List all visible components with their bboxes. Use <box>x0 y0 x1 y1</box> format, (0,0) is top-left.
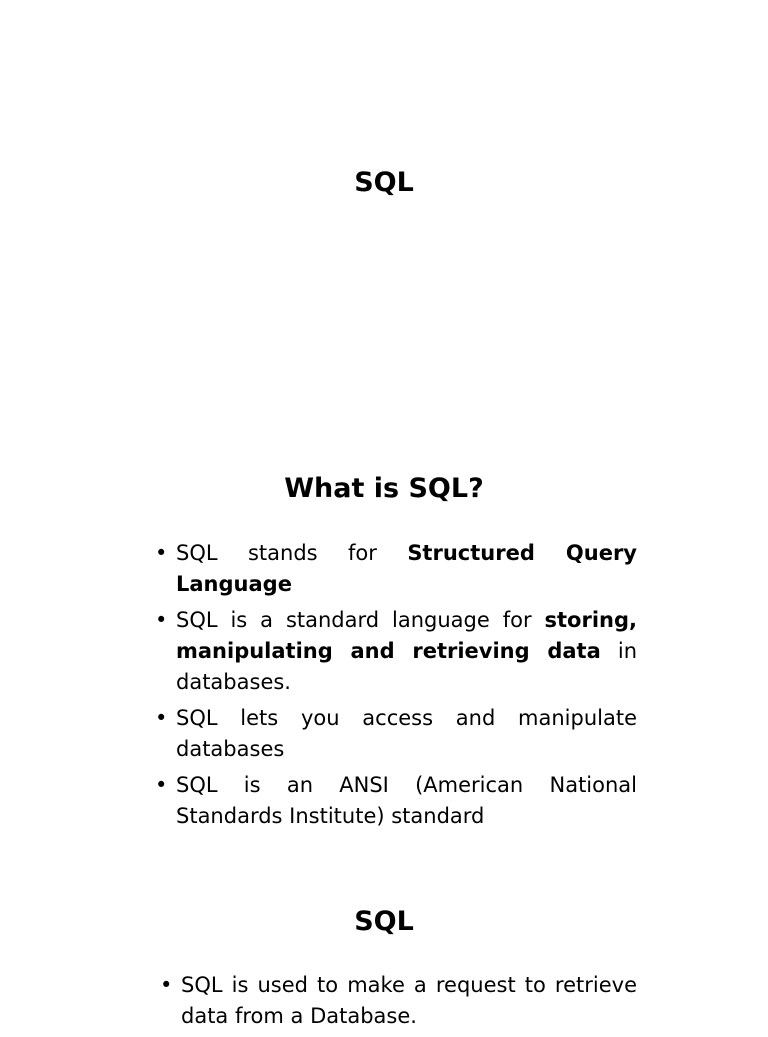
bullet-item <box>155 538 637 600</box>
bullet-text-bold: storing, manipulating and retrieving data <box>176 608 637 663</box>
slide-title-sql: SQL <box>354 167 414 198</box>
bullet-icon: • <box>160 973 173 997</box>
bullet-icon: • <box>155 706 168 730</box>
slide-title-sql-usage: SQL <box>354 906 414 937</box>
bullet-text-bold: Structured Query Language <box>176 541 637 596</box>
sql-usage-bullet-list <box>160 970 637 1037</box>
bullet-icon: • <box>155 773 168 797</box>
bullet-text: SQL is an ANSI (American National Standards Institute) standard <box>176 773 637 828</box>
bullet-text: SQL stands for <box>176 541 408 565</box>
slide-title-what-is-sql: What is SQL? <box>284 473 484 504</box>
bullet-text: SQL is used to make a request to retrieve data from a Database. <box>181 973 637 1028</box>
bullet-text: SQL lets you access and manipulate databases <box>176 706 637 761</box>
bullet-text: in databases. <box>176 639 637 694</box>
bullet-item <box>155 770 637 832</box>
bullet-item <box>155 703 637 765</box>
bullet-item <box>155 605 637 698</box>
bullet-text: SQL is a standard language for <box>176 608 545 632</box>
bullet-item <box>160 970 637 1032</box>
bullet-icon: • <box>155 541 168 565</box>
bullet-icon: • <box>155 608 168 632</box>
what-is-sql-bullet-list <box>155 538 637 837</box>
